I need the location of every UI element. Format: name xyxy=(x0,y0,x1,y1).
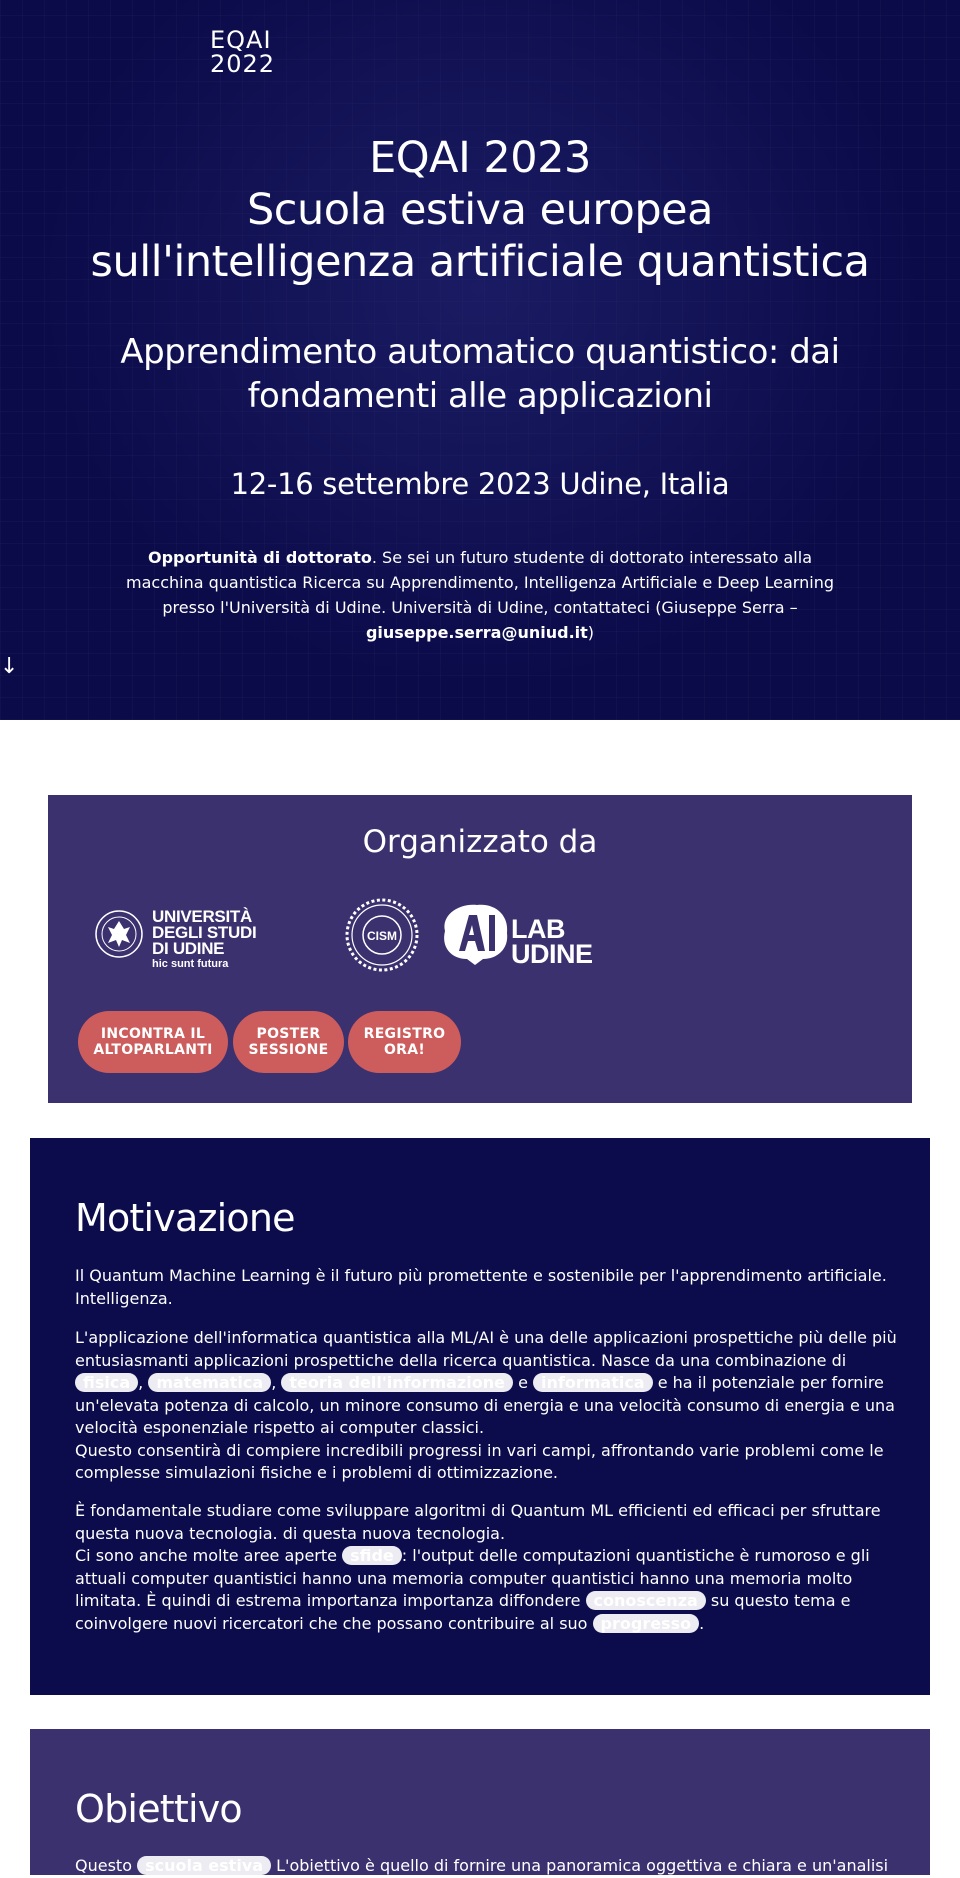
hero-banner xyxy=(0,0,960,720)
tag-sfide: sfide xyxy=(342,1546,402,1565)
meet-speakers-line-2: ALTOPARLANTI xyxy=(93,1042,213,1058)
motivation-p2-text-a: L'applicazione dell'informatica quantistica alla ML/AI è una delle applicazioni prospettiche più delle più entusiasmanti applicazioni prospettiche della ricerca quantistica. Nasce da una combinazione di xyxy=(75,1328,897,1370)
objective-p1-text-a: Questo xyxy=(75,1856,138,1875)
tag-scuola-estiva: scuola estiva xyxy=(137,1856,271,1875)
uniud-logo[interactable] xyxy=(94,907,274,970)
hero-title-line-1: EQAI 2023 xyxy=(369,133,591,183)
motivation-p3-text-a: È fondamentale studiare come sviluppare algoritmi di Quantum ML efficienti ed efficaci per sfruttare questa nuova tecnologia. di questa nuova tecnologia. xyxy=(75,1501,881,1543)
motivation-section xyxy=(30,1138,930,1695)
poster-session-button[interactable] xyxy=(233,1011,344,1073)
motivation-p3-text-b: Ci sono anche molte aree aperte xyxy=(75,1546,343,1565)
ailab-wordmark xyxy=(511,914,593,969)
meet-speakers-button[interactable] xyxy=(78,1011,228,1073)
uniud-wordmark xyxy=(152,909,256,957)
tag-conoscenza: conoscenza xyxy=(586,1591,706,1610)
objective-title: Obiettivo xyxy=(75,1787,242,1831)
ailab-brain-icon xyxy=(437,901,511,967)
uniud-line-3: DI UDINE xyxy=(152,939,225,958)
logo-line-1: EQAI xyxy=(210,26,272,54)
objective-paragraph-1 xyxy=(75,1855,915,1878)
phd-note-heading: Opportunità di dottorato xyxy=(147,548,372,567)
scroll-down-icon[interactable]: ↓ xyxy=(0,654,19,679)
motivation-p2-text-c: Questo consentirà di compiere incredibili progressi in vari campi, affrontando varie problemi come le complesse simulazioni fisiche e i problemi di ottimizzazione. xyxy=(75,1440,884,1482)
phd-note-text: . Se sei un futuro studente di dottorato interessato alla macchina quantistica Ricerca su Apprendimento, Intelligenza Artificiale e Deep Learning presso l'Università di Udine. Università di Udine, contattateci (Giuseppe Serra – xyxy=(126,548,834,617)
contact-email-link[interactable]: giuseppe.serra@uniud.it xyxy=(365,623,588,642)
hero-title-line-2: Scuola estiva europea xyxy=(247,185,713,235)
cism-label: CISM xyxy=(367,929,397,943)
motivation-p2-text-b: e ha il potenziale per fornire un'elevata potenza di calcolo, un minore consumo di energia e una velocità consumo di energia e una velocità esponenziale rispetto ai computer classici. xyxy=(75,1373,895,1437)
objective-p1-text-b: L'obiettivo è quello di fornire una panoramica oggettiva e chiara e un'analisi xyxy=(271,1856,889,1875)
phd-note-end: ) xyxy=(587,623,595,642)
motivation-paragraph-2 xyxy=(75,1327,915,1485)
uniud-line-1: UNIVERSITÀ xyxy=(152,907,252,926)
register-now-line-2: ORA! xyxy=(383,1042,426,1058)
separator: , xyxy=(138,1373,149,1392)
cism-logo[interactable] xyxy=(344,897,420,973)
tag-informatica: informatica xyxy=(533,1373,653,1392)
motivation-paragraph-1: Il Quantum Machine Learning è il futuro più promettente e sostenibile per l'apprendimento artificiale. Intelligenza. xyxy=(75,1266,887,1308)
motivation-paragraph-3 xyxy=(75,1500,915,1635)
cism-gear-icon xyxy=(344,897,420,973)
motivation-p3-text-e: . xyxy=(699,1613,705,1633)
organizer-logos xyxy=(94,895,594,975)
meet-speakers-line-1: INCONTRA IL xyxy=(100,1026,206,1042)
ailab-line-1: LAB xyxy=(511,914,565,944)
uniud-line-2: DEGLI STUDI xyxy=(152,923,257,942)
hero-subtitle: Apprendimento automatico quantistico: dai fondamenti alle applicazioni xyxy=(120,332,840,416)
eqai-logo[interactable] xyxy=(210,28,275,76)
logo-line-2: 2022 xyxy=(210,50,276,78)
tag-teoria-informazione: teoria dell'informazione xyxy=(281,1373,513,1392)
separator: e xyxy=(512,1373,533,1392)
motivation-p3-text-d: su questo tema e coinvolgere nuovi ricercatori che che possano contribuire al suo xyxy=(75,1591,851,1633)
register-now-button[interactable] xyxy=(348,1011,461,1073)
tag-matematica: matematica xyxy=(148,1373,271,1392)
register-now-line-1: REGISTRO xyxy=(363,1026,446,1042)
phd-opportunity-note xyxy=(110,545,850,645)
organizers-section xyxy=(48,795,912,1103)
uniud-motto: hic sunt futura xyxy=(152,958,229,970)
tag-progresso: progresso xyxy=(593,1614,700,1633)
organizers-title: Organizzato da xyxy=(362,824,598,860)
hero-title-line-3: sull'intelligenza artificiale quantistica xyxy=(90,237,870,287)
motivation-p3-text-c: : l'output delle computazioni quantistiche è rumoroso e gli attuali computer quantistici hanno una memoria computer quantistici hanno una memoria molto limitata. È quindi di estrema importanza importanza diffondere xyxy=(75,1546,870,1610)
separator: , xyxy=(271,1373,282,1392)
poster-session-line-1: POSTER xyxy=(256,1026,321,1042)
objective-section xyxy=(30,1729,930,1875)
ailab-line-2: UDINE xyxy=(511,939,593,969)
event-date-location: 12-16 settembre 2023 Udine, Italia xyxy=(230,467,730,501)
motivation-title: Motivazione xyxy=(75,1196,295,1240)
ailab-udine-logo[interactable] xyxy=(437,901,612,971)
hero-title xyxy=(0,132,960,288)
uniud-seal-icon xyxy=(94,909,144,959)
poster-session-line-2: SESSIONE xyxy=(248,1042,329,1058)
tag-fisica: fisica xyxy=(75,1373,138,1392)
